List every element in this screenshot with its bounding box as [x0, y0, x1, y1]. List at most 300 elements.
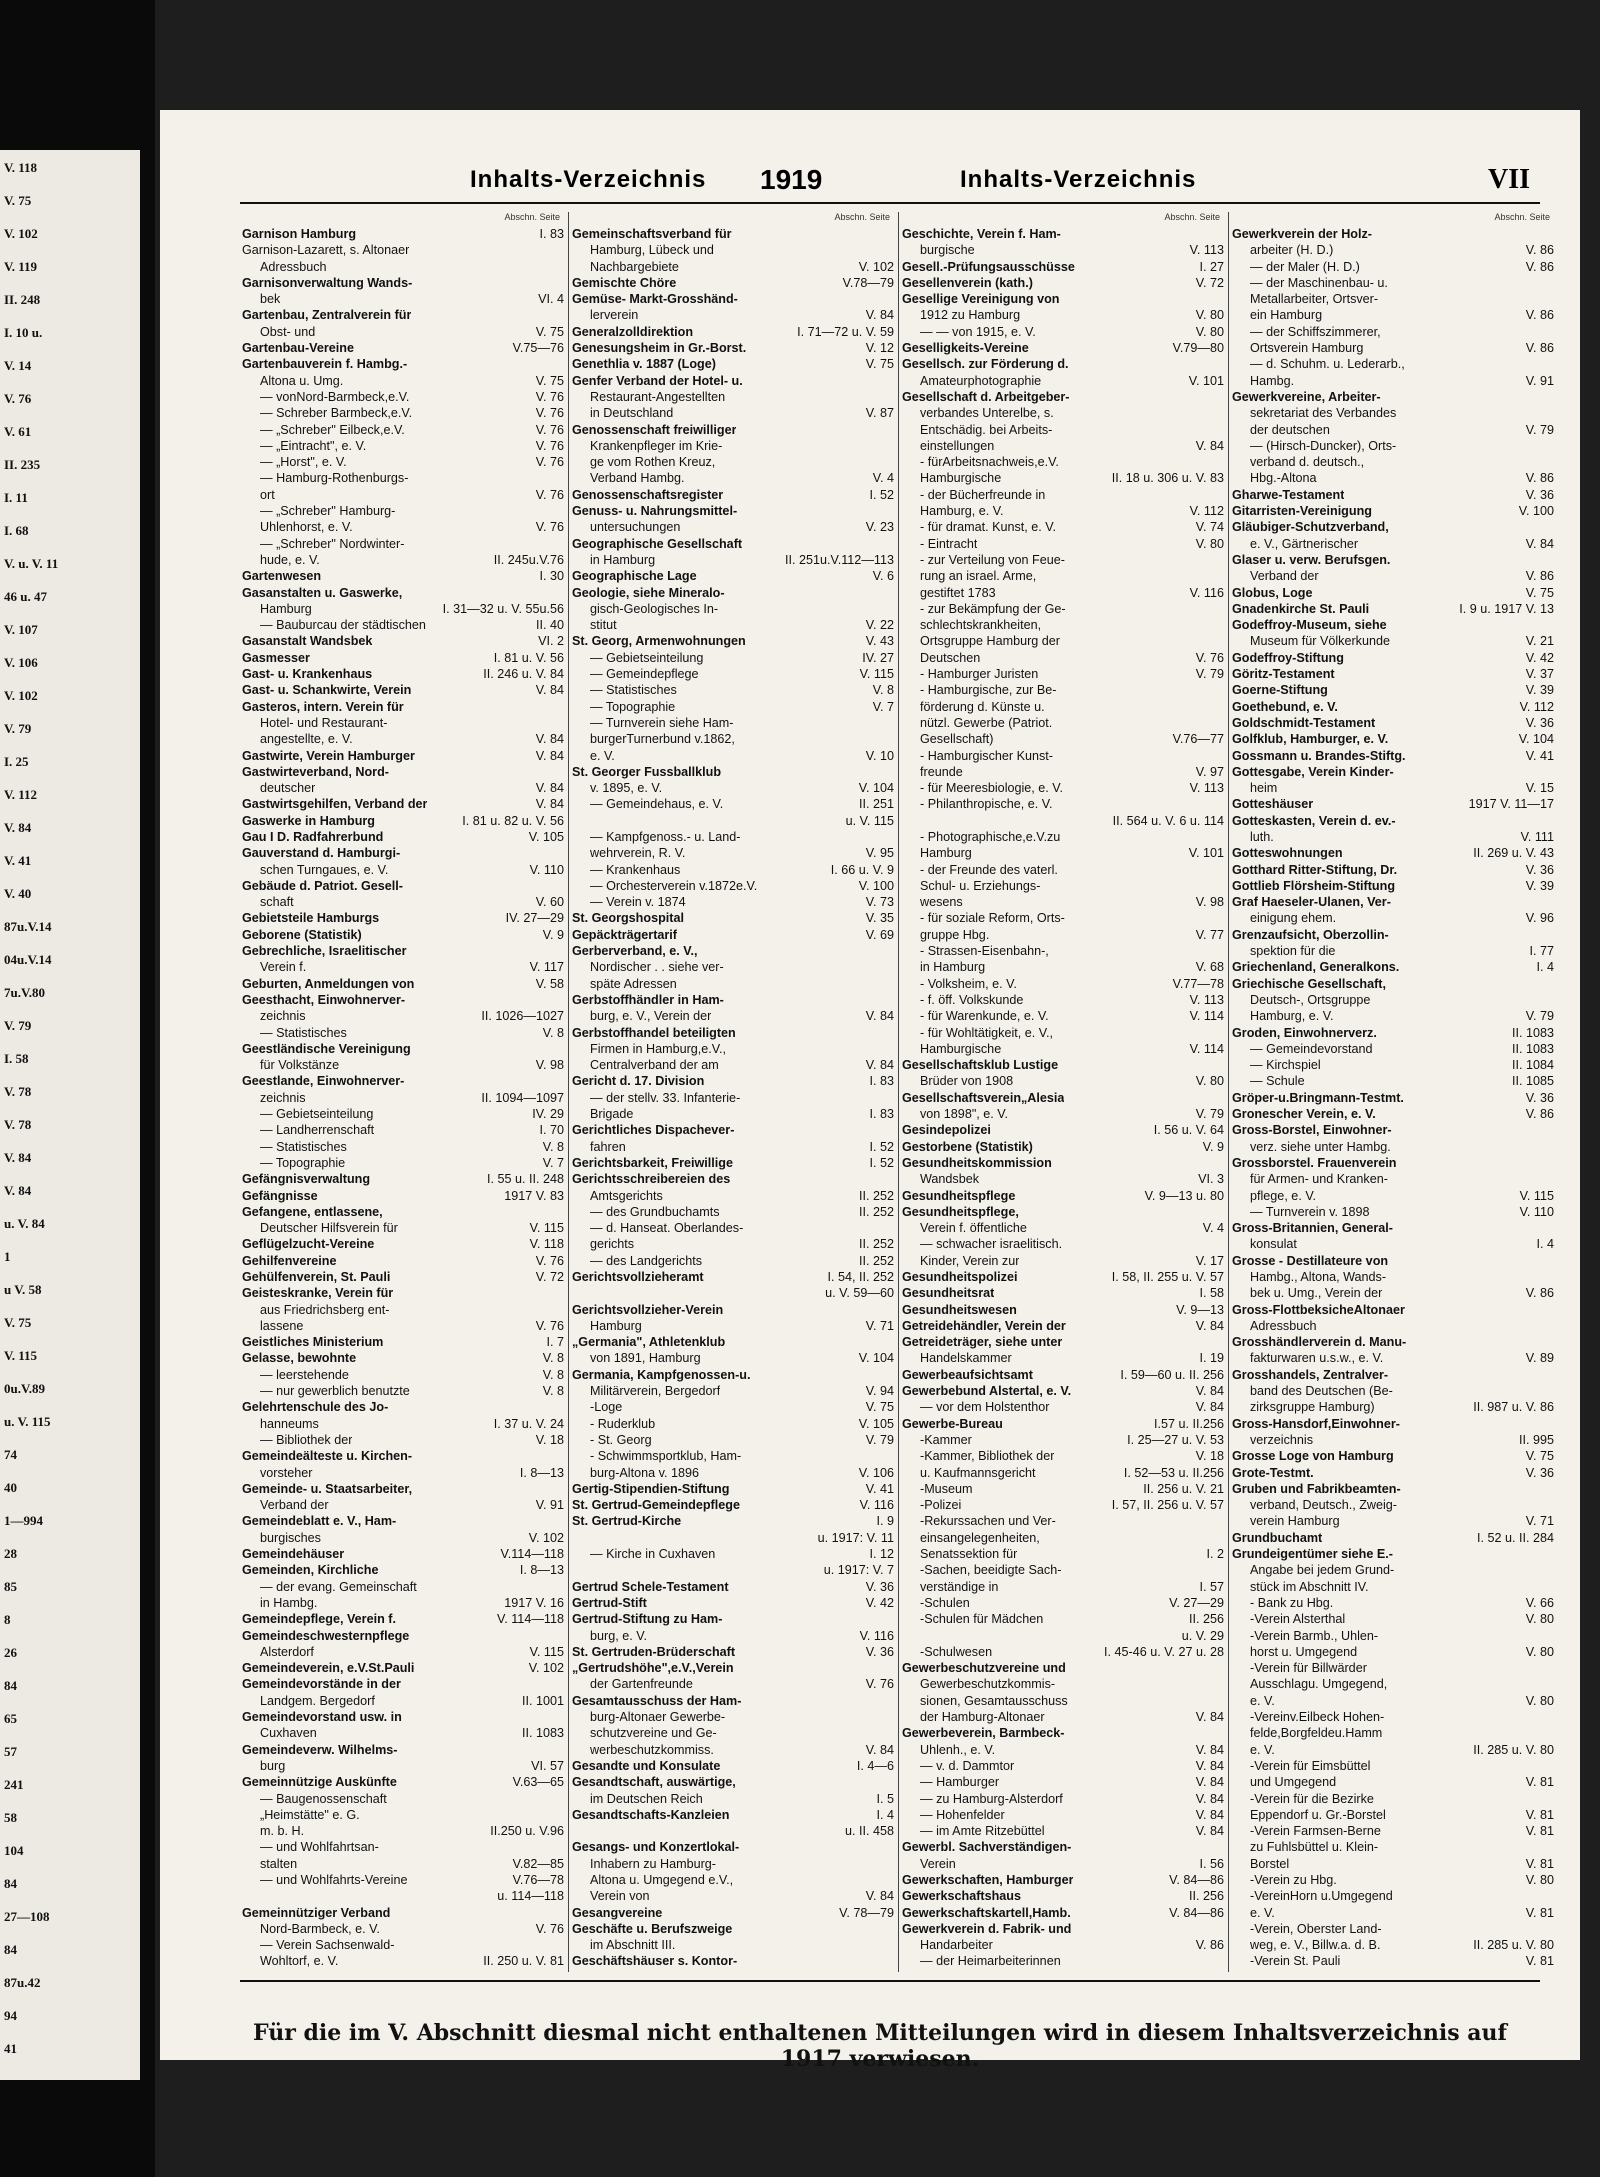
entry-name: Gesundheitskommission — [902, 1155, 1052, 1170]
entry-name: burg-Altona v. 1896 — [590, 1465, 699, 1480]
index-entry — [242, 470, 564, 486]
entry-reference — [1409, 1970, 1554, 1972]
entry-name: Nord-Barmbeck, e. V. — [260, 1921, 380, 1936]
index-entry — [242, 1693, 564, 1709]
entry-reference: II. 251u.V.112—113 — [784, 552, 894, 567]
entry-name: für Volkstänze — [260, 1058, 340, 1073]
index-entry — [242, 1921, 564, 1937]
index-entry — [572, 992, 894, 1008]
prev-page-fragment: 84 — [4, 1678, 17, 1693]
entry-name: Gebäude d. Patriot. Gesell- — [242, 878, 403, 893]
index-entry — [242, 1155, 564, 1171]
index-entry — [572, 878, 894, 894]
entry-name: Hamburg — [920, 846, 972, 861]
entry-name: Gemeinnütziger Verband — [242, 1905, 391, 1920]
entry-name: Gnadenkirche St. Pauli — [1232, 601, 1370, 616]
entry-name: verein Hamburg — [1250, 1514, 1340, 1529]
index-entry — [572, 1041, 894, 1057]
index-entry — [572, 976, 894, 992]
index-entry — [1232, 1628, 1554, 1644]
entry-name: — der Maschinenbau- u. — [1250, 275, 1388, 290]
index-entry — [902, 780, 1224, 796]
index-entry — [242, 373, 564, 389]
entry-name: Verband der — [260, 1498, 329, 1513]
entry-name: — Bauburcau der städtischen — [260, 618, 426, 633]
entry-name: förderung d. Künste u. — [920, 699, 1045, 714]
index-entry — [902, 959, 1224, 975]
index-entry — [902, 764, 1224, 780]
entry-name: gruppe Hbg. — [920, 927, 990, 942]
entry-reference: V. 111 — [1520, 829, 1554, 844]
entry-name: Gastwirte, Verein Hamburger — [242, 748, 415, 763]
index-entry — [572, 242, 894, 258]
entry-name: Gastwirtsgehilfen, Verband der — [242, 797, 428, 812]
index-entry — [242, 552, 564, 568]
entry-name: — Orchesterverein v.1872e.V. — [590, 878, 758, 893]
entry-name: Gerichtsbarkeit, Freiwillige — [572, 1155, 733, 1170]
index-entry — [572, 666, 894, 682]
index-entry — [242, 1285, 564, 1301]
index-entry — [572, 1611, 894, 1627]
index-entry — [572, 1481, 894, 1497]
entry-name: — Hohenfelder — [920, 1807, 1005, 1822]
index-entry — [572, 1073, 894, 1089]
entry-name: Gasanstalt Wandsbek — [242, 634, 373, 649]
index-entry — [902, 1171, 1224, 1187]
entry-name: Angabe bei jedem Grund- — [1250, 1563, 1395, 1578]
entry-name: schen Turngaues, e. V. — [260, 862, 389, 877]
entry-name: -Schulwesen — [920, 1644, 993, 1659]
entry-name: e. V. — [590, 748, 615, 763]
index-entry — [242, 1644, 564, 1660]
index-entry — [902, 878, 1224, 894]
entry-name: burg-Altonaer Gewerbe- — [590, 1710, 726, 1725]
entry-name: — „Schreber" Eilbeck,e.V. — [260, 422, 405, 437]
entry-name: - fürArbeitsnachweis,e.V. — [920, 455, 1059, 470]
entry-reference: V. 36 — [865, 1644, 894, 1659]
entry-reference: V. 115 — [529, 1644, 564, 1659]
index-entry — [902, 748, 1224, 764]
entry-name: Gau I D. Radfahrerbund — [242, 829, 384, 844]
index-entry — [572, 1008, 894, 1024]
entry-reference: V. 84 — [1195, 1791, 1224, 1806]
index-entry — [572, 927, 894, 943]
index-entry — [242, 1676, 564, 1692]
index-entry — [242, 764, 564, 780]
entry-name: Metallarbeiter, Ortsver- — [1250, 292, 1379, 307]
entry-name: — Schreber Barmbeck,e.V. — [260, 406, 413, 421]
entry-name: — Gebietseinteilung — [590, 650, 704, 665]
entry-name: Gross-FlottbeksicheAltonaer — [1232, 1302, 1405, 1317]
entry-reference: u. II. 458 — [844, 1824, 894, 1839]
entry-name: Gehülfenverein, St. Pauli — [242, 1270, 391, 1284]
entry-name: Genuss- u. Nahrungsmittel- — [572, 504, 738, 519]
entry-name: Altona u. Umgegend e.V., — [590, 1872, 734, 1887]
entry-reference: V. 104 — [1518, 732, 1554, 747]
index-entry — [572, 226, 894, 242]
prev-page-fragment: V. 84 — [4, 820, 32, 835]
index-entry — [902, 813, 1224, 829]
entry-reference: V. 75 — [865, 357, 894, 372]
entry-reference: V. 84 — [865, 1742, 894, 1757]
index-entry — [242, 862, 564, 878]
entry-name: „Heimstätte" e. G. — [260, 1807, 360, 1822]
entry-reference: I. 8—13 — [519, 1563, 564, 1578]
entry-name: Gemüse- Markt-Grosshänd- — [572, 292, 738, 307]
entry-name: — leerstehende — [260, 1367, 349, 1382]
index-entry — [242, 1791, 564, 1807]
prev-page-fragment: V. 118 — [4, 160, 37, 175]
entry-reference: V. 36 — [1525, 1465, 1554, 1480]
index-entry — [572, 340, 894, 356]
entry-name: — der stellv. 33. Infanterie- — [590, 1090, 741, 1105]
entry-name: Gebrechliche, Israelitischer — [242, 944, 407, 959]
index-entry — [572, 764, 894, 780]
entry-name: Gewerbe-Bureau — [902, 1416, 1003, 1431]
entry-reference: V. 86 — [1525, 1107, 1554, 1122]
index-entry — [242, 291, 564, 307]
prev-page-fragment: I. 11 — [4, 490, 28, 505]
index-entry — [572, 1334, 894, 1350]
index-entry — [242, 1139, 564, 1155]
entry-reference: V. 80 — [1195, 1074, 1224, 1089]
index-entry — [1232, 748, 1554, 764]
index-entry — [572, 617, 894, 633]
entry-reference: V. 84 — [535, 683, 564, 698]
entry-reference: V. 79 — [865, 1432, 894, 1447]
index-entry — [902, 1709, 1224, 1725]
entry-reference: V. 39 — [1525, 683, 1554, 698]
index-entry — [902, 1318, 1224, 1334]
entry-name: Gross-Hansdorf,Einwohner- — [1232, 1416, 1400, 1431]
entry-reference: V. 87 — [865, 406, 894, 421]
entry-name: verständige in — [920, 1579, 999, 1594]
entry-reference: V. 4 — [1202, 1221, 1224, 1236]
entry-reference: II. 269 u. V. 43 — [1473, 846, 1554, 861]
entry-name: Verband Hambg. — [590, 471, 685, 486]
prev-page-fragment: V. 106 — [4, 655, 38, 670]
entry-reference: V. 80 — [1525, 1693, 1554, 1708]
index-entry — [1232, 405, 1554, 421]
index-entry — [242, 1774, 564, 1790]
index-entry — [242, 1758, 564, 1774]
entry-reference: V. 104 — [858, 781, 894, 796]
entry-name: zeichnis — [260, 1009, 306, 1024]
index-entry — [1232, 1302, 1554, 1318]
index-entry — [242, 487, 564, 503]
index-entry — [1232, 1041, 1554, 1057]
index-entry — [242, 356, 564, 372]
entry-name: verbandes Unterelbe, s. — [920, 406, 1054, 421]
entry-name: Gerbstoffhändler in Ham- — [572, 992, 724, 1007]
index-entry — [1232, 1513, 1554, 1529]
entry-name: -Kammer — [920, 1432, 972, 1447]
index-entry — [1232, 1171, 1554, 1187]
index-entry — [1232, 878, 1554, 894]
entry-reference: V. 23 — [865, 520, 894, 535]
index-entry — [1232, 1921, 1554, 1937]
entry-reference: V. 84—86 — [1169, 1872, 1224, 1887]
index-entry — [242, 1513, 564, 1529]
entry-reference: V. 86 — [1525, 243, 1554, 258]
entry-reference: V. 76 — [535, 406, 564, 421]
entry-name: — Statistisches — [260, 1139, 347, 1154]
prev-page-fragment: V. 119 — [4, 259, 37, 274]
entry-name: -Museum — [920, 1481, 973, 1496]
index-entry — [1232, 1155, 1554, 1171]
entry-name: Gemeinnützige Auskünfte — [242, 1775, 397, 1790]
index-entry — [242, 992, 564, 1008]
index-entry — [902, 389, 1224, 405]
index-entry — [902, 1676, 1224, 1692]
entry-name: der deutschen — [1250, 422, 1330, 437]
entry-name: -Schulen für Mädchen — [920, 1612, 1044, 1627]
entry-name: weg, e. V., Billw.a. d. B. — [1250, 1938, 1381, 1953]
entry-name: — und Wohlfahrtsan- — [260, 1840, 379, 1855]
index-entry — [902, 1562, 1224, 1578]
entry-name: hude, e. V. — [260, 552, 320, 567]
entry-name: -Verein Alsterthal — [1250, 1612, 1346, 1627]
entry-name: Gesangvereine — [572, 1905, 663, 1920]
index-entry — [1232, 1725, 1554, 1741]
entry-name: Geestlande, Einwohnerver- — [242, 1074, 405, 1089]
prev-page-fragment: V. 78 — [4, 1084, 32, 1099]
prev-page-fragment: V. 76 — [4, 391, 32, 406]
prev-page-fragment: 27—108 — [4, 1909, 50, 1924]
index-entry — [242, 275, 564, 291]
index-entry — [902, 1693, 1224, 1709]
entry-reference: V. 84 — [1195, 1710, 1224, 1725]
index-entry — [902, 1497, 1224, 1513]
entry-name: — der Schiffszimmerer, — [1250, 324, 1381, 339]
index-entry — [572, 275, 894, 291]
entry-reference: V. 112 — [1519, 699, 1554, 714]
entry-name: Gertrud Schele-Testament — [572, 1579, 729, 1594]
index-entry — [1232, 1937, 1554, 1953]
entry-reference: I. 4 — [1536, 1237, 1554, 1252]
entry-name: werbeschutzkommiss. — [590, 1742, 714, 1757]
index-entry — [242, 438, 564, 454]
entry-name: Gewerbl. Sachverständigen- — [902, 1840, 1072, 1855]
index-entry — [572, 1236, 894, 1252]
entry-name: -Schulen — [920, 1595, 970, 1610]
entry-name: Gast- u. Schankwirte, Verein — [242, 683, 412, 698]
entry-reference: V. 86 — [1525, 471, 1554, 486]
entry-name: Gesellsch. zur Förderung d. — [902, 357, 1069, 372]
prev-page-fragment: V. 102 — [4, 688, 38, 703]
entry-name: - Hamburgische, zur Be- — [920, 683, 1057, 698]
entry-name: Alsterdorf — [260, 1644, 314, 1659]
index-entry — [1232, 1073, 1554, 1089]
entry-name: — — von 1915, e. V. — [920, 324, 1036, 339]
entry-name: Grote-Testmt. — [1232, 1465, 1314, 1480]
index-entry — [902, 356, 1224, 372]
index-entry — [902, 910, 1224, 926]
entry-reference: I. 52 u. II. 284 — [1476, 1530, 1554, 1545]
entry-name: Gemeindepflege, Verein f. — [242, 1612, 396, 1627]
entry-reference: V. 114—118 — [497, 1612, 564, 1627]
prev-page-fragment: V. 75 — [4, 193, 32, 208]
entry-reference: V. 76 — [535, 422, 564, 437]
entry-name: wehrverein, R. V. — [590, 846, 686, 861]
entry-reference: I. 52 — [869, 487, 894, 502]
entry-name: St. Georgshospital — [572, 911, 684, 926]
entry-name: Geestländische Vereinigung — [242, 1041, 411, 1056]
index-entry — [242, 780, 564, 796]
index-entry — [902, 796, 1224, 812]
entry-reference: II. 1026—1027 — [481, 1009, 564, 1024]
index-entry — [1232, 943, 1554, 959]
entry-reference: II. 256 — [1188, 1612, 1224, 1627]
index-entry — [572, 715, 894, 731]
entry-reference: V. 36 — [1525, 715, 1554, 730]
entry-reference: V. 106 — [858, 1465, 894, 1480]
index-entry — [242, 422, 564, 438]
index-entry — [902, 1644, 1224, 1660]
entry-reference: V.76—77 — [1172, 732, 1224, 747]
column-head: Abschn. Seite — [1494, 212, 1550, 222]
index-entry — [572, 259, 894, 275]
entry-name: Genesungsheim in Gr.-Borst. — [572, 341, 747, 356]
entry-name: — Topographie — [260, 1155, 346, 1170]
index-entry — [572, 813, 894, 829]
entry-name: - Strassen-Eisenbahn-, — [920, 944, 1049, 959]
entry-name: Gewerkschaften, Hamburger — [902, 1872, 1074, 1887]
entry-name: lerverein — [590, 308, 639, 323]
entry-name: Inhabern zu Hamburg- — [590, 1856, 717, 1871]
entry-reference: V. 79 — [1525, 1009, 1554, 1024]
index-entry — [572, 552, 894, 568]
index-entry — [242, 1236, 564, 1252]
index-entry — [572, 438, 894, 454]
index-entry — [572, 650, 894, 666]
index-entry — [1232, 617, 1554, 633]
entry-reference: V. 75 — [1525, 585, 1554, 600]
index-column-2 — [572, 212, 894, 1972]
entry-name: Cuxhaven — [260, 1726, 317, 1741]
entry-name: — Bibliothek der — [260, 1432, 353, 1447]
index-entry — [1232, 1269, 1554, 1285]
entry-name: Gerichtsvollzieheramt — [572, 1270, 704, 1284]
index-entry — [902, 1856, 1224, 1872]
index-entry — [1232, 568, 1554, 584]
index-entry — [572, 1562, 894, 1578]
index-entry — [902, 829, 1224, 845]
entry-name: zu Fuhlsbüttel u. Klein- — [1250, 1840, 1379, 1855]
entry-name: — Kirche in Cuxhaven — [590, 1547, 716, 1562]
entry-name: Gotteskasten, Verein d. ev.- — [1232, 813, 1396, 828]
entry-name: e. V., Gärtnerischer — [1250, 536, 1359, 551]
entry-name: felde,Borgfeldeu.Hamm — [1250, 1726, 1383, 1741]
index-entry — [1232, 796, 1554, 812]
page-header — [240, 160, 1540, 200]
entry-name: -Kammer, Bibliothek der — [920, 1449, 1055, 1464]
entry-name: Gottesgabe, Verein Kinder- — [1232, 764, 1394, 779]
index-entry — [902, 633, 1224, 649]
entry-name: Militärverein, Bergedorf — [590, 1384, 721, 1399]
index-entry — [572, 1513, 894, 1529]
entry-reference: V. 75 — [535, 373, 564, 388]
entry-name: Ausschlagu. Umgegend, — [1250, 1677, 1388, 1692]
entry-name: fakturwaren u.s.w., e. V. — [1250, 1351, 1384, 1366]
index-entry — [1232, 307, 1554, 323]
entry-name: Gemeindehäuser — [242, 1547, 345, 1562]
footer-note: Für die im V. Abschnitt diesmal nicht enthaltenen Mitteilungen wird in diesem Inhaltsverzeichnis auf 1917 verwiesen. — [252, 2020, 1507, 2072]
prev-page-fragment: 85 — [4, 1579, 17, 1594]
index-entry — [572, 1253, 894, 1269]
index-entry — [242, 1220, 564, 1236]
entry-name: Gauverstand d. Hamburgi- — [242, 846, 401, 861]
footer-rule — [240, 1980, 1540, 1982]
entry-name: - der Freunde des vaterl. — [920, 862, 1058, 877]
index-entry — [242, 1350, 564, 1366]
index-entry — [1232, 438, 1554, 454]
index-entry — [1232, 454, 1554, 470]
column-divider — [1228, 212, 1229, 1972]
entry-reference: V. 100 — [1518, 504, 1554, 519]
entry-reference: II. 285 u. V. 80 — [1473, 1742, 1554, 1757]
entry-reference: V. 79 — [1195, 667, 1224, 682]
index-entry — [242, 748, 564, 764]
entry-reference: I. 27 — [1199, 259, 1224, 274]
entry-name: sekretariat des Verbandes — [1250, 406, 1397, 421]
entry-name: heim — [1250, 781, 1278, 796]
index-entry — [572, 943, 894, 959]
index-entry — [572, 1628, 894, 1644]
entry-reference: V. 41 — [1525, 748, 1554, 763]
entry-name: e. V. — [1250, 1742, 1275, 1757]
index-entry — [572, 454, 894, 470]
index-entry — [242, 1481, 564, 1497]
entry-name: deutscher — [260, 781, 316, 796]
entry-name: Hambg. — [1250, 373, 1295, 388]
entry-reference: V. 43 — [865, 634, 894, 649]
index-entry — [902, 536, 1224, 552]
entry-reference: V. 22 — [865, 618, 894, 633]
entry-reference: II.250 u. V.96 — [490, 1824, 564, 1839]
entry-reference: II. 252 — [858, 1204, 894, 1219]
index-entry — [902, 1758, 1224, 1774]
entry-reference: V. 102 — [528, 1661, 564, 1676]
entry-reference: I. 12 — [869, 1547, 894, 1562]
entry-name: Golfklub, Hamburger, e. V. — [1232, 732, 1389, 747]
index-entry — [902, 1888, 1224, 1904]
index-entry — [572, 1188, 894, 1204]
entry-name: Hamburg — [590, 1318, 642, 1333]
entry-name: — Landherrenschaft — [260, 1123, 375, 1138]
entry-reference: V. 84 — [865, 1009, 894, 1024]
entry-name: — Topographie — [590, 699, 676, 714]
index-entry — [1232, 1285, 1554, 1301]
entry-name: Gesell.-Prüfungsausschüsse — [902, 259, 1075, 274]
index-entry — [572, 1676, 894, 1692]
entry-name: Uhlenh., e. V. — [920, 1742, 996, 1757]
index-entry — [572, 1546, 894, 1562]
entry-reference: V. 41 — [865, 1481, 894, 1496]
index-entry — [902, 1579, 1224, 1595]
entry-name: Gharwe-Testament — [1232, 487, 1345, 502]
entry-reference: II. 1094—1097 — [481, 1090, 564, 1105]
prev-page-fragment: u. V. 84 — [4, 1216, 45, 1231]
entry-name: Firmen in Hamburg,e.V., — [590, 1041, 727, 1056]
entry-name: — Verein Sachsenwald- — [260, 1938, 395, 1953]
index-entry — [902, 487, 1224, 503]
entry-reference: V. 114 — [1189, 1009, 1224, 1024]
entry-name: im Deutschen Reich — [590, 1791, 703, 1806]
index-entry — [242, 699, 564, 715]
prev-page-fragment: 46 u. 47 — [4, 589, 47, 604]
index-entry — [902, 1807, 1224, 1823]
